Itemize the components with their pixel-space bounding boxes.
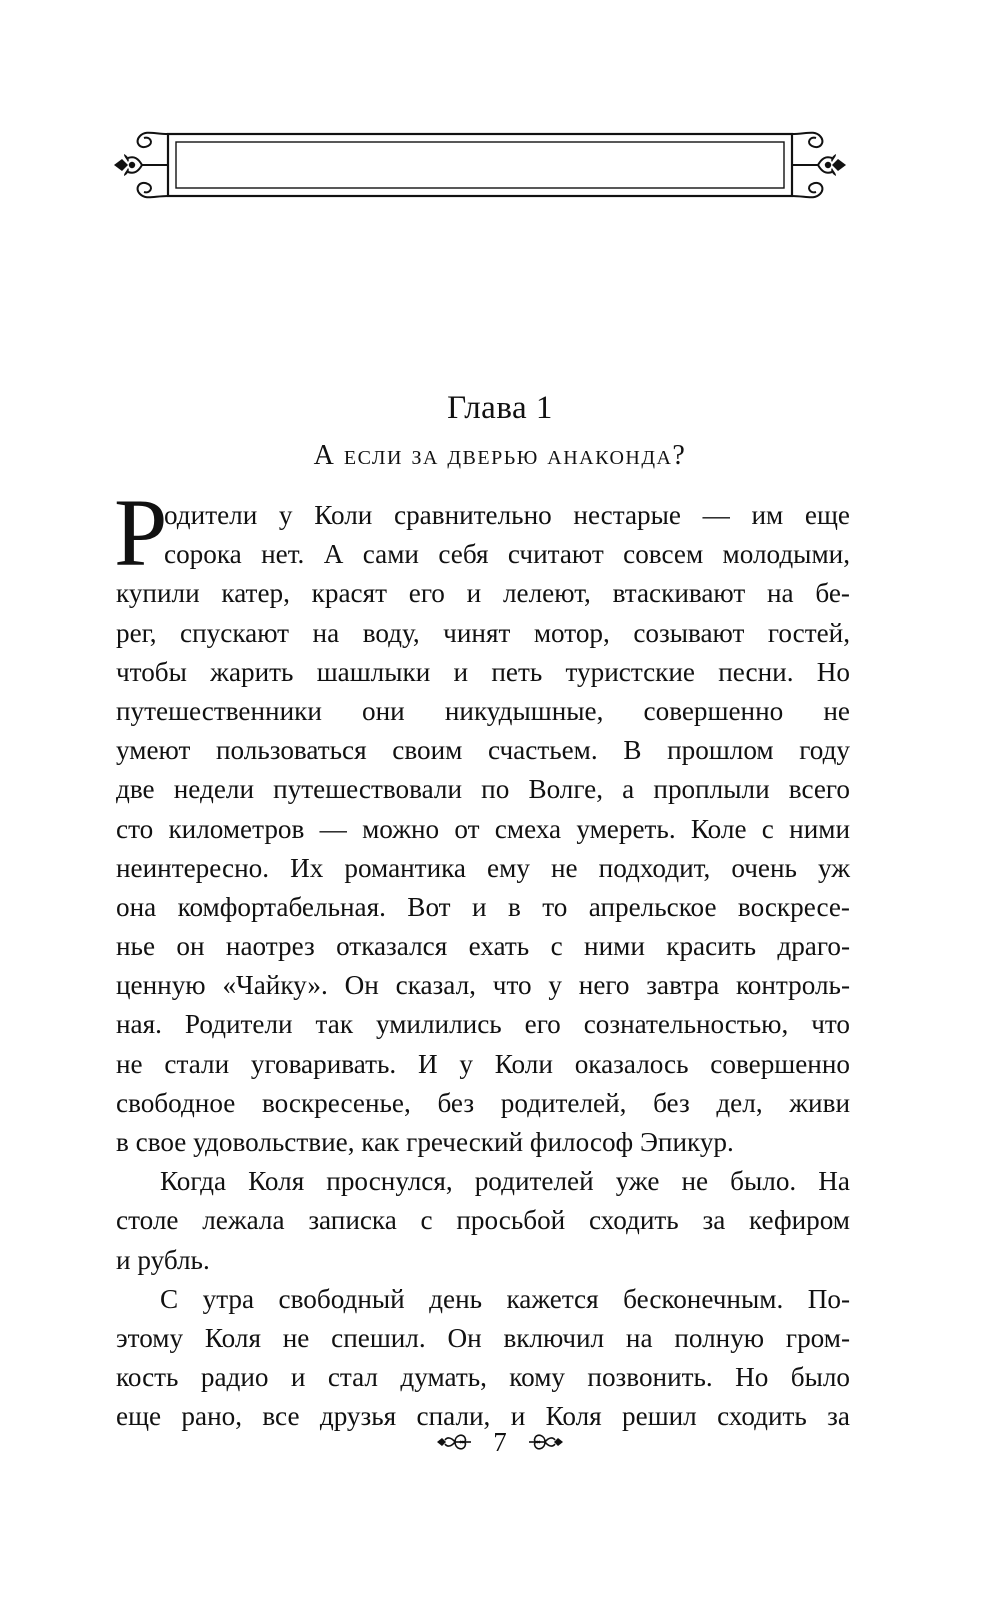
text-line: свободное воскресенье, без родителей, без дел, живи [116, 1087, 850, 1118]
page-footer [0, 1422, 1000, 1462]
body-text [114, 479, 850, 1437]
page-number: 7 [493, 1426, 507, 1457]
text-line: ная. Родители так умилились его сознательностью, что [116, 1009, 850, 1040]
chapter-title: Глава 1 [447, 390, 553, 426]
text-line: неинтересно. Их романтика ему не подходит, очень уж [116, 852, 850, 883]
text-line: сорока нет. А сами себя считают совсем молодыми, [164, 539, 850, 570]
header-ornament-icon [108, 128, 852, 202]
text-line: этому Коля не спешил. Он включил на полную гром- [116, 1322, 850, 1353]
text-line: путешественники они никудышные, совершенно не [116, 695, 850, 726]
paragraph [114, 479, 850, 1162]
text-line: рег, спускают на воду, чинят мотор, созывают гостей, [116, 617, 850, 648]
text-line: Когда Коля проснулся, родителей уже не было. На [160, 1166, 850, 1197]
text-line: две недели путешествовали по Волге, а проплыли всего [116, 774, 850, 805]
drop-cap: Р [114, 479, 168, 586]
text-line: чтобы жарить шашлыки и петь туристские песни. Но [116, 656, 850, 687]
text-line: не стали уговаривать. И у Коли оказалось совершенно [116, 1048, 850, 1079]
text-line: и рубль. [116, 1244, 210, 1275]
text-line: одители у Коли сравнительно нестарые — им еще [164, 500, 850, 530]
text-line: умеют пользоваться своим счастьем. В прошлом году [116, 735, 850, 766]
text-line: кость радио и стал думать, кому позвонить. Но было [116, 1362, 850, 1393]
text-line: ценную «Чайку». Он сказал, что у него завтра контроль- [116, 970, 850, 1001]
text-line: в свое удовольствие, как греческий философ Эпикур. [116, 1127, 734, 1157]
text-line: еще рано, все друзья спали, и Коля решил сходить за [116, 1401, 850, 1432]
footer-flourish-right-icon [527, 1427, 565, 1457]
text-line: она комфортабельная. Вот и в то апрельское воскресе- [116, 891, 850, 922]
text-line: С утра свободный день кажется бесконечным. По- [160, 1283, 850, 1314]
text-line: столе лежала записка с просьбой сходить за кефиром [116, 1205, 850, 1236]
header-ornament-frame [108, 128, 852, 202]
text-line: купили катер, красят его и лелеют, втаскивают на бе- [116, 578, 850, 609]
footer-flourish-left-icon [435, 1427, 473, 1457]
paragraph [116, 1162, 850, 1280]
text-line: сто километров — можно от смеха умереть. Коле с ними [116, 813, 850, 844]
chapter-subtitle: А если за дверью анаконда? [313, 440, 687, 471]
text-line: нье он наотрез отказался ехать с ними красить драго- [116, 931, 850, 962]
paragraph [116, 1280, 850, 1437]
